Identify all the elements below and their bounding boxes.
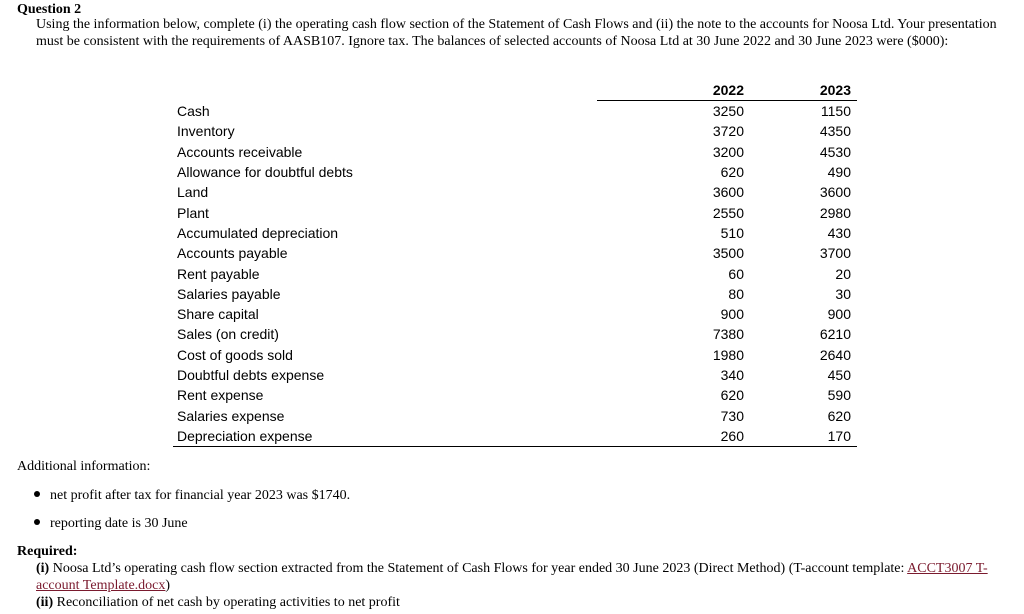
row-label: Inventory (177, 123, 235, 140)
table-row (173, 345, 857, 365)
row-label: Doubtful debts expense (177, 367, 325, 383)
row-value-2023: 6210 (819, 326, 851, 343)
row-value-2023: 4530 (819, 143, 851, 160)
row-value-2022: 3250 (712, 103, 744, 120)
row-value-2023: 170 (754, 426, 857, 447)
table-row (173, 365, 857, 385)
row-value-2023: 430 (827, 224, 851, 241)
row-value-2023: 3700 (819, 245, 851, 262)
table-row (173, 284, 857, 304)
table-row (173, 101, 857, 122)
row-value-2023: 2640 (819, 346, 851, 363)
required-item-2-number: (ii) (36, 595, 54, 610)
row-label: Depreciation expense (173, 426, 597, 447)
required-item-2-text: Reconciliation of net cash by operating activities to net profit (53, 595, 400, 610)
row-value-2023: 450 (827, 367, 851, 383)
row-value-2022: 80 (728, 285, 744, 302)
row-value-2022: 340 (720, 367, 744, 383)
required-item-1-suffix: ) (165, 577, 171, 593)
table-body (173, 101, 857, 447)
row-value-2023: 30 (835, 285, 851, 302)
header-blank (173, 80, 597, 101)
required-title: Required: (17, 544, 78, 559)
row-value-2023: 3600 (819, 184, 851, 201)
row-label: Salaries expense (177, 407, 285, 424)
row-label: Rent payable (177, 265, 260, 282)
row-value-2022: 3500 (712, 245, 744, 262)
row-label: Accounts payable (177, 245, 288, 262)
question-intro: Using the information below, complete (i) the operating cash flow section of the Statement of Cash Flows and (ii) the note to the accounts for Noosa Ltd. Your presentation must be consistent with the requirements of AASB107. Ignore tax. The balances of selected accounts of Noosa Ltd at 30 June 2022 and 30 June 2023 were ($000): (36, 17, 997, 49)
row-value-2022: 900 (720, 306, 744, 323)
required-item-1 (36, 561, 1011, 594)
header-2022: 2022 (597, 80, 754, 101)
row-value-2022: 1980 (712, 346, 744, 363)
table-row (173, 182, 857, 202)
row-label: Allowance for doubtful debts (177, 164, 353, 181)
row-value-2022: 60 (728, 265, 744, 282)
row-value-2023: 620 (827, 407, 851, 424)
table-row (173, 304, 857, 324)
row-value-2023: 20 (835, 265, 851, 282)
row-value-2022: 3720 (712, 123, 744, 140)
row-label: Cash (177, 102, 210, 119)
bullet-item (34, 516, 188, 532)
row-value-2022: 730 (720, 407, 744, 424)
bullet-icon (34, 519, 40, 525)
required-item-1-text: Noosa Ltd’s operating cash flow section extracted from the Statement of Cash Flows for year ended 30 June 2023 (Direct Method) (T-account template: (49, 561, 908, 576)
row-label: Sales (on credit) (177, 326, 279, 343)
row-value-2022: 3200 (712, 143, 744, 160)
row-label: Accounts receivable (177, 143, 303, 160)
row-value-2023: 900 (827, 306, 851, 323)
table-row (173, 405, 857, 425)
additional-info-title: Additional information: (17, 459, 151, 474)
row-value-2022: 2550 (712, 204, 744, 221)
row-value-2022: 260 (597, 426, 754, 447)
row-value-2023: 490 (827, 164, 851, 181)
bullet-text: reporting date is 30 June (50, 516, 188, 531)
table-header-row (173, 80, 857, 101)
bullet-item (34, 488, 350, 504)
row-label: Share capital (177, 306, 259, 323)
bullet-icon (34, 491, 40, 497)
row-value-2022: 620 (720, 164, 744, 181)
required-item-2 (36, 595, 400, 611)
row-value-2023: 590 (827, 387, 851, 404)
table-row (173, 223, 857, 243)
row-label: Rent expense (177, 387, 264, 404)
row-label: Accumulated depreciation (177, 224, 339, 241)
row-value-2022: 3600 (712, 184, 744, 201)
row-value-2023: 4350 (819, 123, 851, 140)
table-row (173, 142, 857, 162)
table-row (173, 202, 857, 222)
row-label: Cost of goods sold (177, 346, 293, 363)
table-row (173, 243, 857, 263)
row-label: Plant (177, 204, 209, 221)
bullet-text: net profit after tax for financial year 2023 was $1740. (50, 488, 351, 503)
table-row (173, 121, 857, 141)
row-value-2022: 620 (720, 387, 744, 404)
table-row (173, 385, 857, 405)
table-row (173, 162, 857, 182)
template-link[interactable]: ACCT3007 T-account Template.docx (36, 561, 988, 593)
balances-table (173, 80, 857, 447)
required-item-1-number: (i) (36, 561, 50, 576)
question-title: Question 2 (17, 2, 82, 17)
table-row (173, 263, 857, 283)
row-value-2023: 2980 (819, 204, 851, 221)
row-value-2022: 510 (720, 224, 744, 241)
row-value-2023: 1150 (820, 103, 851, 120)
table-row (173, 324, 857, 344)
row-label: Salaries payable (177, 285, 281, 302)
table-row (173, 426, 857, 447)
row-value-2022: 7380 (712, 326, 744, 343)
row-label: Land (177, 184, 209, 201)
header-2023: 2023 (754, 80, 857, 101)
